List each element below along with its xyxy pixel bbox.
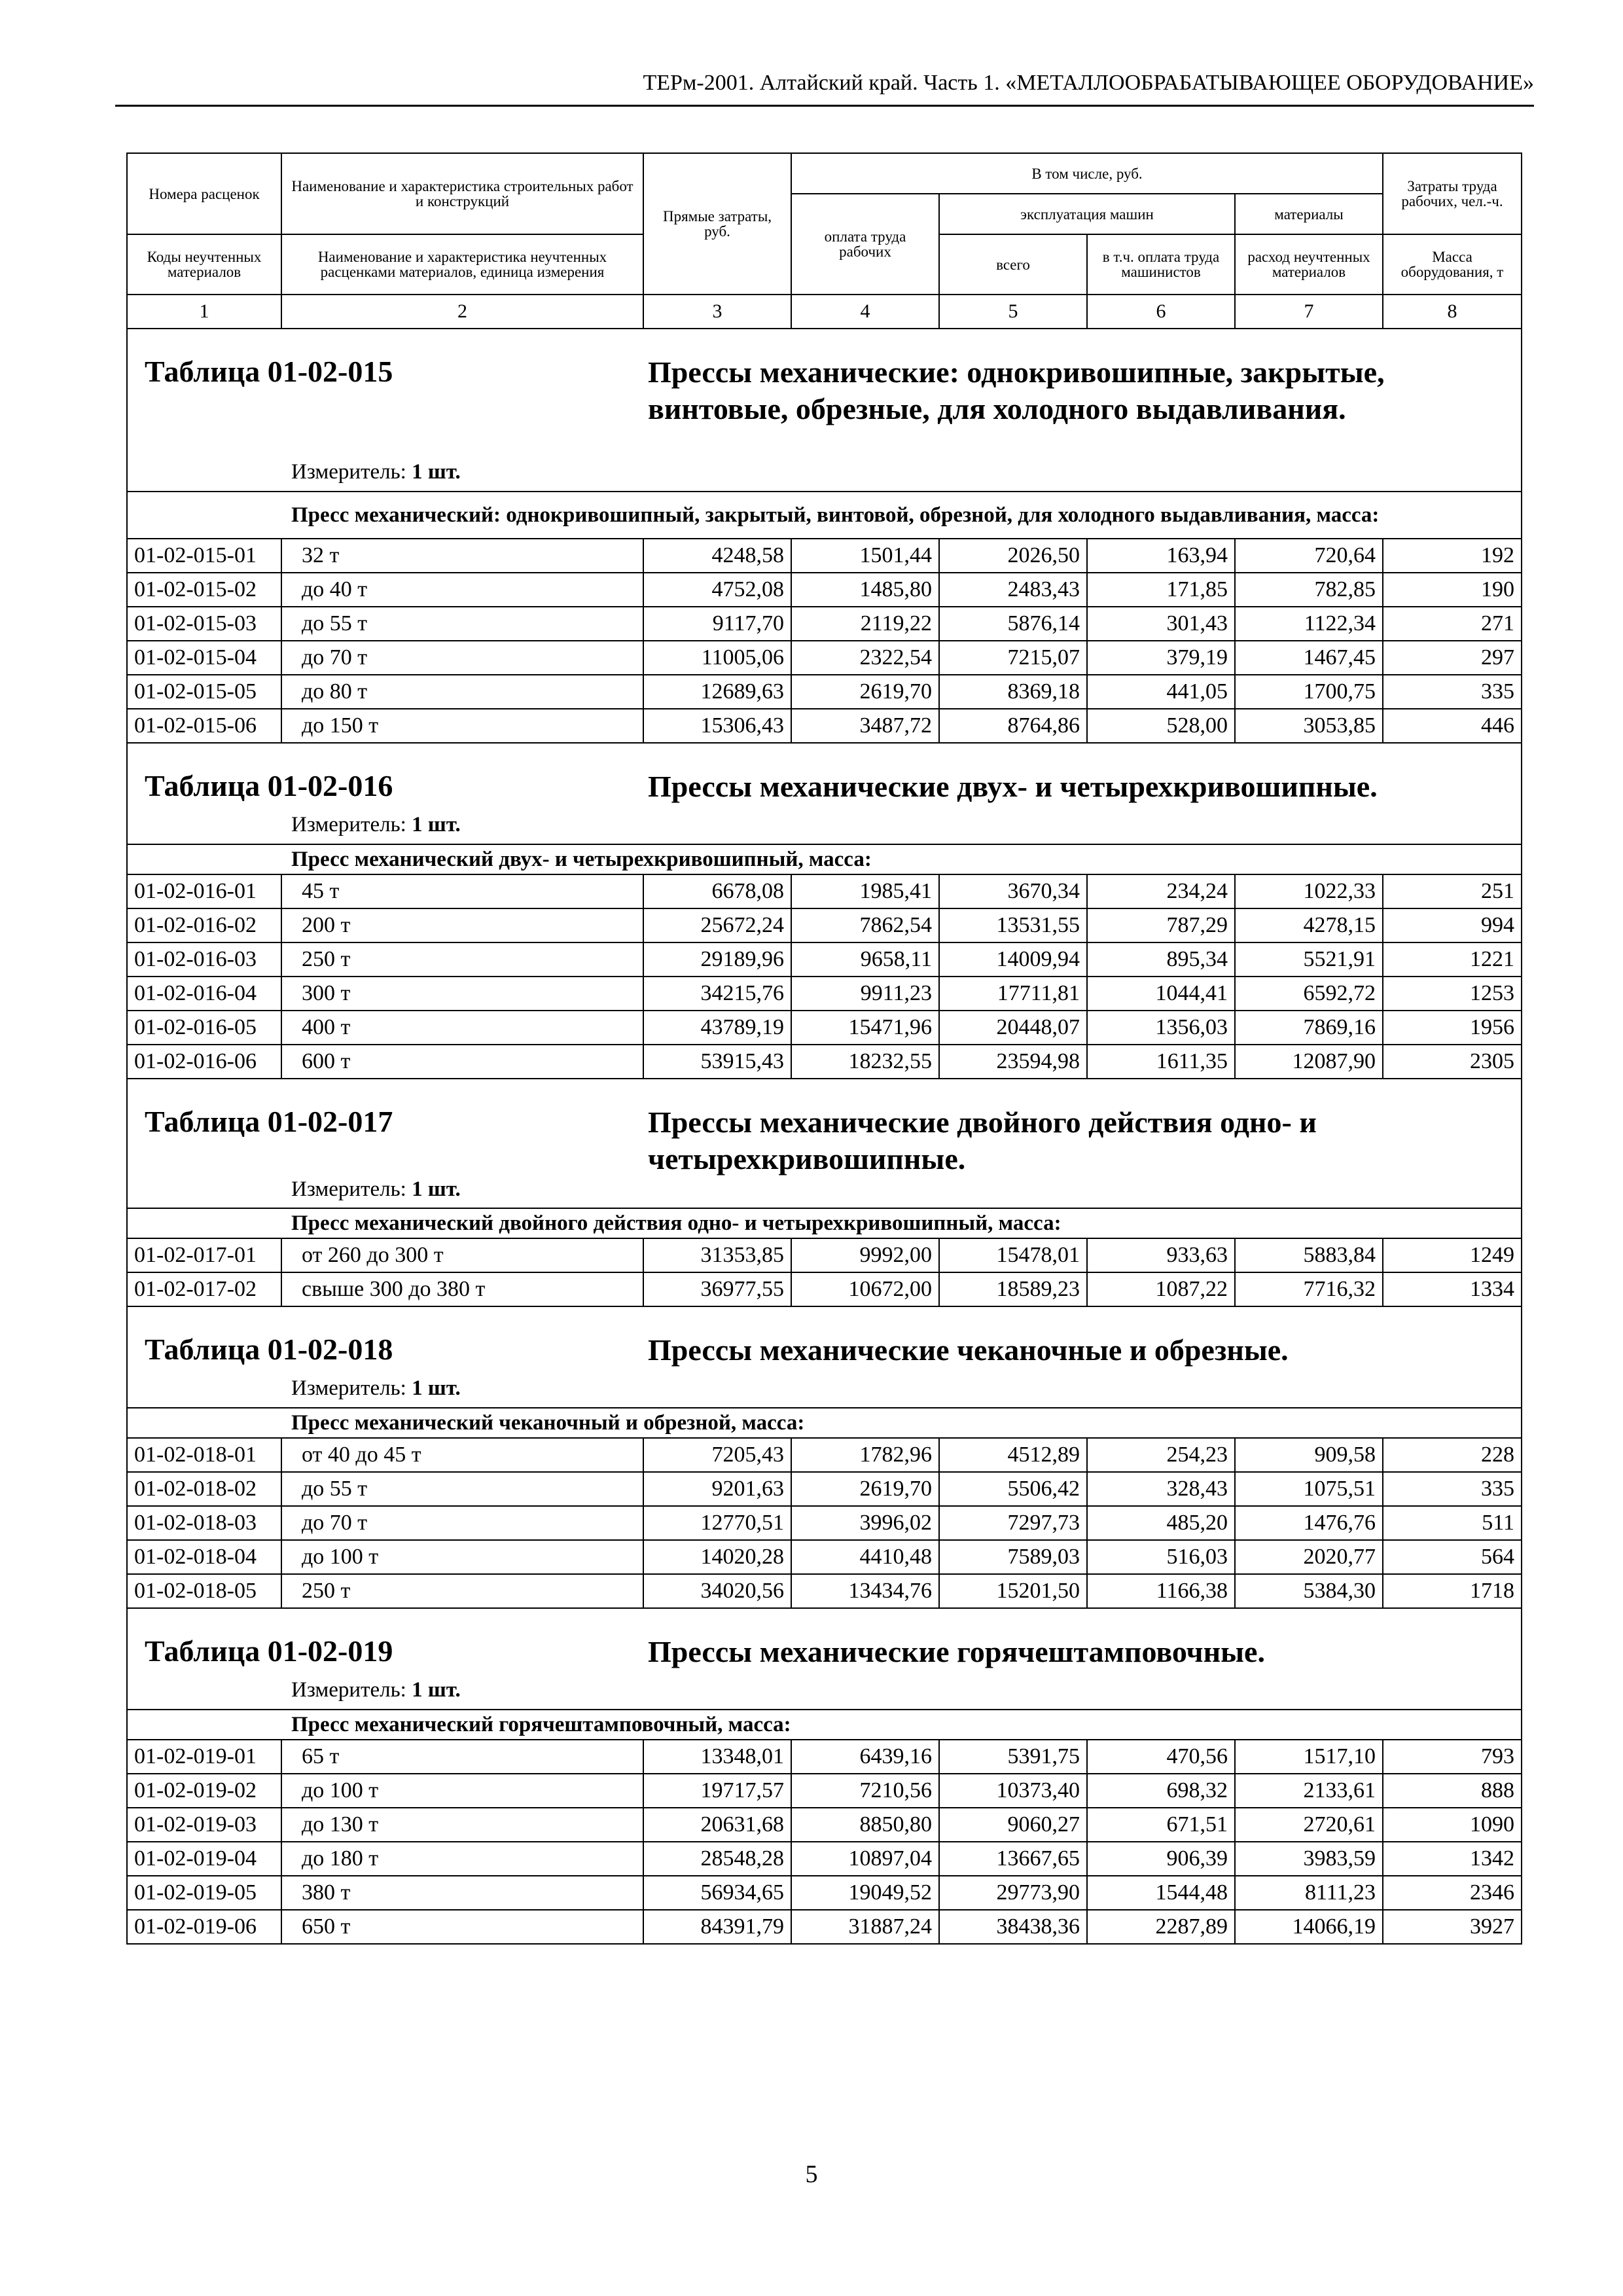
cell-value: 3983,59: [1235, 1842, 1383, 1876]
column-number: 2: [281, 295, 643, 329]
cell-value: 1075,51: [1235, 1472, 1383, 1506]
cell-rate-code: 01-02-019-05: [127, 1876, 281, 1910]
cell-value: 1253: [1383, 977, 1522, 1011]
cell-value: 1611,35: [1087, 1045, 1235, 1079]
measure-value: 1 шт.: [412, 813, 461, 836]
cell-item-name: 45 т: [281, 874, 643, 908]
table-row: [127, 573, 1522, 607]
cell-value: 34020,56: [643, 1574, 791, 1608]
column-number: 3: [643, 295, 791, 329]
cell-value: 2119,22: [791, 607, 939, 641]
measure-value: 1 шт.: [412, 1678, 461, 1702]
cell-rate-code: 01-02-015-02: [127, 573, 281, 607]
cell-value: 1166,38: [1087, 1574, 1235, 1608]
cell-value: 7862,54: [791, 908, 939, 942]
cell-item-name: от 260 до 300 т: [281, 1238, 643, 1272]
cell-value: 4752,08: [643, 573, 791, 607]
cell-value: 787,29: [1087, 908, 1235, 942]
header-direct-costs: Прямые затраты, руб.: [643, 153, 791, 295]
table-row: [127, 709, 1522, 743]
table-row: [127, 1540, 1522, 1574]
cell-item-name: свыше 300 до 380 т: [281, 1272, 643, 1306]
cell-value: 29189,96: [643, 942, 791, 977]
cell-value: 23594,98: [939, 1045, 1087, 1079]
cell-value: 2020,77: [1235, 1540, 1383, 1574]
cell-item-name: до 40 т: [281, 573, 643, 607]
cell-value: 7210,56: [791, 1774, 939, 1808]
cell-value: 441,05: [1087, 675, 1235, 709]
table-subheading: Пресс механический чеканочный и обрезной, масса:: [127, 1408, 1522, 1438]
table-number: Таблица 01-02-016: [145, 769, 393, 802]
cell-value: 5883,84: [1235, 1238, 1383, 1272]
cell-value: 564: [1383, 1540, 1522, 1574]
cell-value: 9060,27: [939, 1808, 1087, 1842]
cell-value: 1700,75: [1235, 675, 1383, 709]
cell-value: 8369,18: [939, 675, 1087, 709]
cell-value: 933,63: [1087, 1238, 1235, 1272]
cell-value: 3996,02: [791, 1506, 939, 1540]
cell-item-name: 65 т: [281, 1740, 643, 1774]
cell-value: 2287,89: [1087, 1910, 1235, 1944]
cell-value: 13531,55: [939, 908, 1087, 942]
cell-value: 9658,11: [791, 942, 939, 977]
cell-value: 1985,41: [791, 874, 939, 908]
cell-item-name: 600 т: [281, 1045, 643, 1079]
cell-rate-code: 01-02-018-03: [127, 1506, 281, 1540]
table-measure: [291, 1376, 461, 1401]
cell-value: 909,58: [1235, 1438, 1383, 1472]
measure-label: Измеритель:: [291, 460, 406, 484]
cell-rate-code: 01-02-019-04: [127, 1842, 281, 1876]
cell-rate-code: 01-02-016-03: [127, 942, 281, 977]
cell-value: 5506,42: [939, 1472, 1087, 1506]
cell-value: 9117,70: [643, 607, 791, 641]
cell-value: 3670,34: [939, 874, 1087, 908]
table-row: [127, 1808, 1522, 1842]
cell-value: 5876,14: [939, 607, 1087, 641]
table-row: [127, 1774, 1522, 1808]
cell-value: 1221: [1383, 942, 1522, 977]
cell-value: 1087,22: [1087, 1272, 1235, 1306]
cell-value: 1501,44: [791, 539, 939, 573]
cell-value: 12689,63: [643, 675, 791, 709]
cell-item-name: до 70 т: [281, 1506, 643, 1540]
cell-rate-code: 01-02-015-03: [127, 607, 281, 641]
header-machinist-pay: в т.ч. оплата труда машинистов: [1087, 234, 1235, 295]
table-subheading: Пресс механический двойного действия одно- и четырехкривошипный, масса:: [127, 1208, 1522, 1238]
cell-item-name: 200 т: [281, 908, 643, 942]
cell-value: 6592,72: [1235, 977, 1383, 1011]
cell-value: 8764,86: [939, 709, 1087, 743]
cell-value: 19717,57: [643, 1774, 791, 1808]
cell-value: 12770,51: [643, 1506, 791, 1540]
table-block-heading: [127, 1079, 1522, 1208]
cell-value: 15478,01: [939, 1238, 1087, 1272]
cell-rate-code: 01-02-019-02: [127, 1774, 281, 1808]
cell-value: 782,85: [1235, 573, 1383, 607]
table-row: [127, 607, 1522, 641]
cell-item-name: до 80 т: [281, 675, 643, 709]
table-row: [127, 1472, 1522, 1506]
table-row: [127, 1842, 1522, 1876]
cell-rate-code: 01-02-019-06: [127, 1910, 281, 1944]
cell-value: 9992,00: [791, 1238, 939, 1272]
cell-rate-code: 01-02-019-03: [127, 1808, 281, 1842]
cell-value: 7869,16: [1235, 1011, 1383, 1045]
cell-item-name: до 70 т: [281, 641, 643, 675]
cell-value: 13348,01: [643, 1740, 791, 1774]
table-row: [127, 539, 1522, 573]
cell-value: 528,00: [1087, 709, 1235, 743]
cell-value: 7589,03: [939, 1540, 1087, 1574]
measure-label: Измеритель:: [291, 1376, 406, 1400]
cell-item-name: до 150 т: [281, 709, 643, 743]
cell-item-name: 400 т: [281, 1011, 643, 1045]
cell-value: 38438,36: [939, 1910, 1087, 1944]
cell-value: 7205,43: [643, 1438, 791, 1472]
cell-value: 1022,33: [1235, 874, 1383, 908]
cell-value: 1090: [1383, 1808, 1522, 1842]
table-row: [127, 942, 1522, 977]
cell-value: 720,64: [1235, 539, 1383, 573]
column-numbers: [127, 295, 1522, 329]
cell-item-name: 300 т: [281, 977, 643, 1011]
cell-value: 84391,79: [643, 1910, 791, 1944]
cell-rate-code: 01-02-018-05: [127, 1574, 281, 1608]
cell-value: 1544,48: [1087, 1876, 1235, 1910]
cell-value: 2346: [1383, 1876, 1522, 1910]
cell-value: 53915,43: [643, 1045, 791, 1079]
cell-rate-code: 01-02-015-05: [127, 675, 281, 709]
cell-value: 1467,45: [1235, 641, 1383, 675]
cell-value: 1249: [1383, 1238, 1522, 1272]
cell-value: 10373,40: [939, 1774, 1087, 1808]
cell-value: 4410,48: [791, 1540, 939, 1574]
cell-value: 17711,81: [939, 977, 1087, 1011]
cell-value: 1044,41: [1087, 977, 1235, 1011]
table-number: Таблица 01-02-019: [145, 1634, 393, 1668]
cell-value: 7297,73: [939, 1506, 1087, 1540]
header-machines-total: всего: [939, 234, 1087, 295]
cell-value: 1476,76: [1235, 1506, 1383, 1540]
cell-value: 36977,55: [643, 1272, 791, 1306]
cell-value: 906,39: [1087, 1842, 1235, 1876]
table-row: [127, 1438, 1522, 1472]
table-subheading: Пресс механический: однокривошипный, закрытый, винтовой, обрезной, для холодного выдавливания, масса:: [127, 492, 1522, 539]
cell-value: 793: [1383, 1740, 1522, 1774]
cell-value: 3487,72: [791, 709, 939, 743]
table-measure: [291, 813, 461, 837]
table-row: [127, 1740, 1522, 1774]
cell-value: 516,03: [1087, 1540, 1235, 1574]
cell-item-name: от 40 до 45 т: [281, 1438, 643, 1472]
table-row: [127, 977, 1522, 1011]
table-measure: [291, 1177, 461, 1202]
table-number: Таблица 01-02-015: [145, 355, 393, 388]
header-worker-pay: оплата труда рабочих: [791, 194, 939, 295]
measure-value: 1 шт.: [412, 460, 461, 484]
column-number: 6: [1087, 295, 1235, 329]
table-title: Прессы механические: однокривошипные, закрытые, винтовые, обрезные, для холодного выдавливания.: [648, 355, 1385, 425]
table-subheading: Пресс механический горячештамповочный, масса:: [127, 1710, 1522, 1740]
cell-rate-code: 01-02-016-01: [127, 874, 281, 908]
cell-item-name: 32 т: [281, 539, 643, 573]
cell-value: 190: [1383, 573, 1522, 607]
cell-value: 6678,08: [643, 874, 791, 908]
cell-value: 511: [1383, 1506, 1522, 1540]
cell-rate-code: 01-02-015-06: [127, 709, 281, 743]
cell-value: 328,43: [1087, 1472, 1235, 1506]
cell-value: 31887,24: [791, 1910, 939, 1944]
table-row: [127, 641, 1522, 675]
cell-value: 2322,54: [791, 641, 939, 675]
cell-value: 6439,16: [791, 1740, 939, 1774]
table-row: [127, 1045, 1522, 1079]
cell-value: 171,85: [1087, 573, 1235, 607]
cell-value: 228: [1383, 1438, 1522, 1472]
cell-value: 14066,19: [1235, 1910, 1383, 1944]
header-labor-costs: Затраты труда рабочих, чел.-ч.: [1383, 153, 1522, 234]
table-row: [127, 1011, 1522, 1045]
cell-rate-code: 01-02-018-02: [127, 1472, 281, 1506]
cell-value: 301,43: [1087, 607, 1235, 641]
cell-value: 10672,00: [791, 1272, 939, 1306]
cell-value: 297: [1383, 641, 1522, 675]
table-row: [127, 1910, 1522, 1944]
table-row: [127, 908, 1522, 942]
cell-rate-code: 01-02-016-02: [127, 908, 281, 942]
table-row: [127, 1506, 1522, 1540]
cell-value: 2026,50: [939, 539, 1087, 573]
cell-value: 1782,96: [791, 1438, 939, 1472]
cell-item-name: 250 т: [281, 942, 643, 977]
cell-value: 994: [1383, 908, 1522, 942]
cell-value: 2305: [1383, 1045, 1522, 1079]
table-number: Таблица 01-02-017: [145, 1105, 393, 1138]
cell-value: 888: [1383, 1774, 1522, 1808]
header-material-codes: Коды неучтенных материалов: [127, 234, 281, 295]
cell-value: 1334: [1383, 1272, 1522, 1306]
cell-value: 4248,58: [643, 539, 791, 573]
table-row: [127, 675, 1522, 709]
running-head: ТЕРм-2001. Алтайский край. Часть 1. «МЕТАЛЛООБРАБАТЫВАЮЩЕЕ ОБОРУДОВАНИЕ»: [115, 71, 1534, 107]
price-table: [126, 152, 1522, 1945]
cell-value: 7215,07: [939, 641, 1087, 675]
cell-value: 163,94: [1087, 539, 1235, 573]
column-number: 5: [939, 295, 1087, 329]
cell-value: 7716,32: [1235, 1272, 1383, 1306]
column-number: 8: [1383, 295, 1522, 329]
cell-value: 1356,03: [1087, 1011, 1235, 1045]
header-material-usage: расход неучтенных материалов: [1235, 234, 1383, 295]
cell-value: 12087,90: [1235, 1045, 1383, 1079]
cell-value: 234,24: [1087, 874, 1235, 908]
table-block-heading: [127, 329, 1522, 492]
cell-value: 9201,63: [643, 1472, 791, 1506]
cell-value: 14009,94: [939, 942, 1087, 977]
column-number: 1: [127, 295, 281, 329]
cell-value: 18589,23: [939, 1272, 1087, 1306]
cell-value: 34215,76: [643, 977, 791, 1011]
cell-value: 31353,85: [643, 1238, 791, 1272]
cell-value: 2619,70: [791, 1472, 939, 1506]
header-material-names: Наименование и характеристика неучтенных расценками материалов, единица измерения: [281, 234, 643, 295]
cell-value: 254,23: [1087, 1438, 1235, 1472]
table-title: Прессы механические чеканочные и обрезные.: [648, 1333, 1289, 1367]
table-measure: [291, 460, 461, 484]
cell-value: 5391,75: [939, 1740, 1087, 1774]
cell-value: 3053,85: [1235, 709, 1383, 743]
cell-value: 4512,89: [939, 1438, 1087, 1472]
cell-value: 14020,28: [643, 1540, 791, 1574]
page-number: 5: [805, 2161, 818, 2188]
table-subheading: Пресс механический двух- и четырехкривошипный, масса:: [127, 844, 1522, 874]
cell-value: 5384,30: [1235, 1574, 1383, 1608]
cell-value: 9911,23: [791, 977, 939, 1011]
cell-value: 379,19: [1087, 641, 1235, 675]
cell-value: 15201,50: [939, 1574, 1087, 1608]
cell-value: 271: [1383, 607, 1522, 641]
measure-value: 1 шт.: [412, 1177, 461, 1201]
cell-value: 20631,68: [643, 1808, 791, 1842]
cell-value: 56934,65: [643, 1876, 791, 1910]
cell-value: 485,20: [1087, 1506, 1235, 1540]
cell-value: 4278,15: [1235, 908, 1383, 942]
table-row: [127, 1238, 1522, 1272]
cell-value: 43789,19: [643, 1011, 791, 1045]
cell-value: 1342: [1383, 1842, 1522, 1876]
cell-value: 28548,28: [643, 1842, 791, 1876]
table-title: Прессы механические двойного действия одно- и четырехкривошипные.: [648, 1105, 1317, 1175]
table-row: [127, 1272, 1522, 1306]
table-title: Прессы механические горячештамповочные.: [648, 1635, 1265, 1668]
cell-item-name: до 180 т: [281, 1842, 643, 1876]
cell-value: 698,32: [1087, 1774, 1235, 1808]
cell-value: 1718: [1383, 1574, 1522, 1608]
cell-value: 13434,76: [791, 1574, 939, 1608]
cell-value: 446: [1383, 709, 1522, 743]
cell-value: 15471,96: [791, 1011, 939, 1045]
table-row: [127, 1876, 1522, 1910]
cell-value: 13667,65: [939, 1842, 1087, 1876]
cell-rate-code: 01-02-018-04: [127, 1540, 281, 1574]
cell-rate-code: 01-02-019-01: [127, 1740, 281, 1774]
cell-value: 15306,43: [643, 709, 791, 743]
cell-rate-code: 01-02-015-01: [127, 539, 281, 573]
table-block-heading: [127, 1306, 1522, 1408]
cell-item-name: 650 т: [281, 1910, 643, 1944]
cell-item-name: до 130 т: [281, 1808, 643, 1842]
cell-value: 11005,06: [643, 641, 791, 675]
cell-value: 20448,07: [939, 1011, 1087, 1045]
cell-value: 8111,23: [1235, 1876, 1383, 1910]
cell-value: 3927: [1383, 1910, 1522, 1944]
header-work-name: Наименование и характеристика строительных работ и конструкций: [281, 153, 643, 234]
table-row: [127, 1574, 1522, 1608]
cell-value: 2720,61: [1235, 1808, 1383, 1842]
column-number: 4: [791, 295, 939, 329]
cell-rate-code: 01-02-018-01: [127, 1438, 281, 1472]
table-title: Прессы механические двух- и четырехкривошипные.: [648, 770, 1378, 803]
cell-value: 25672,24: [643, 908, 791, 942]
table-number: Таблица 01-02-018: [145, 1333, 393, 1366]
header-equipment-mass: Масса оборудования, т: [1383, 234, 1522, 295]
cell-value: 19049,52: [791, 1876, 939, 1910]
cell-item-name: 380 т: [281, 1876, 643, 1910]
measure-label: Измеритель:: [291, 1177, 406, 1201]
cell-value: 1122,34: [1235, 607, 1383, 641]
cell-value: 335: [1383, 1472, 1522, 1506]
header-including: В том числе, руб.: [791, 153, 1383, 194]
measure-label: Измеритель:: [291, 1678, 406, 1702]
cell-value: 29773,90: [939, 1876, 1087, 1910]
cell-value: 470,56: [1087, 1740, 1235, 1774]
cell-item-name: до 100 т: [281, 1774, 643, 1808]
cell-value: 1956: [1383, 1011, 1522, 1045]
cell-value: 2133,61: [1235, 1774, 1383, 1808]
measure-label: Измеритель:: [291, 813, 406, 836]
table-block-heading: [127, 743, 1522, 844]
cell-rate-code: 01-02-016-05: [127, 1011, 281, 1045]
cell-value: 18232,55: [791, 1045, 939, 1079]
cell-value: 192: [1383, 539, 1522, 573]
cell-rate-code: 01-02-016-04: [127, 977, 281, 1011]
cell-value: 1485,80: [791, 573, 939, 607]
cell-value: 2483,43: [939, 573, 1087, 607]
table-measure: [291, 1678, 461, 1702]
header-rate-numbers: Номера расценок: [127, 153, 281, 234]
measure-value: 1 шт.: [412, 1376, 461, 1400]
table-block-heading: [127, 1608, 1522, 1710]
cell-rate-code: 01-02-017-02: [127, 1272, 281, 1306]
cell-item-name: до 55 т: [281, 1472, 643, 1506]
column-number: 7: [1235, 295, 1383, 329]
cell-value: 671,51: [1087, 1808, 1235, 1842]
cell-value: 1517,10: [1235, 1740, 1383, 1774]
cell-item-name: до 55 т: [281, 607, 643, 641]
cell-item-name: 250 т: [281, 1574, 643, 1608]
cell-value: 895,34: [1087, 942, 1235, 977]
cell-item-name: до 100 т: [281, 1540, 643, 1574]
cell-value: 335: [1383, 675, 1522, 709]
cell-value: 8850,80: [791, 1808, 939, 1842]
cell-value: 5521,91: [1235, 942, 1383, 977]
table-row: [127, 874, 1522, 908]
cell-value: 251: [1383, 874, 1522, 908]
header-materials: материалы: [1235, 194, 1383, 234]
cell-rate-code: 01-02-017-01: [127, 1238, 281, 1272]
table-header: [127, 153, 1522, 295]
cell-value: 2619,70: [791, 675, 939, 709]
cell-rate-code: 01-02-016-06: [127, 1045, 281, 1079]
cell-rate-code: 01-02-015-04: [127, 641, 281, 675]
cell-value: 10897,04: [791, 1842, 939, 1876]
header-machines: эксплуатация машин: [939, 194, 1235, 234]
